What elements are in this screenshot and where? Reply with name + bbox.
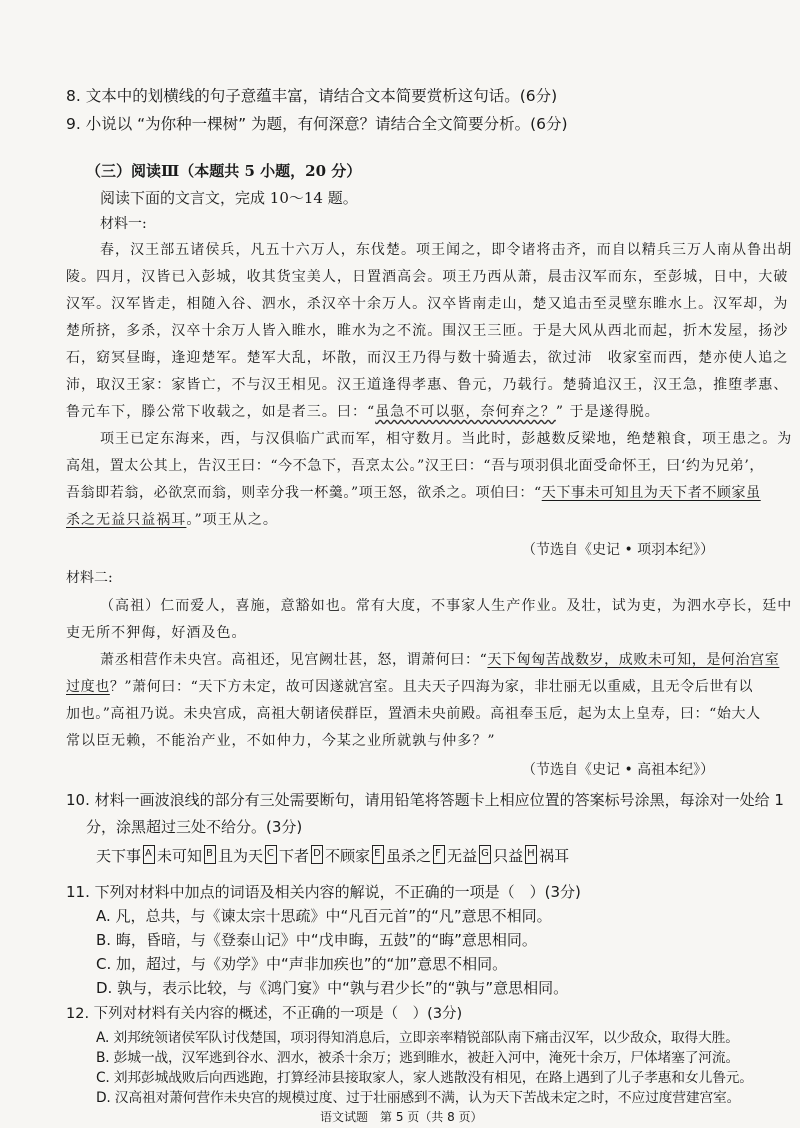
answer-box-b[interactable] [204,845,216,864]
answer-box-label: F [435,848,441,859]
answer-box-g[interactable] [479,845,491,864]
answer-box-label: D [313,848,321,859]
material-1-line [66,483,761,503]
material-1-source: （节选自《史记 • 项羽本纪》） [522,542,715,558]
underlined-passage: 过度也 [66,679,110,695]
segment: 虽杀之 [386,847,432,865]
answer-box-c[interactable] [265,845,277,864]
material-1-line [66,402,660,422]
answer-box-a[interactable] [143,845,155,864]
section-title: （三）阅读Ⅲ（本题共 5 小题，20 分） [86,162,362,180]
option-d[interactable]: D. 孰与，表示比较，与《鸿门宴》中“孰与君少长”的“孰与”意思相同。 [96,979,569,997]
text-span: 吾翁即若翁，必欲烹而翁，则幸分我一杯羹。”项王怒，欲杀之。项伯曰：“ [66,485,542,501]
option-a[interactable]: A. 刘邦统领诸侯军队讨伐楚国，项羽得知消息后，立即亲率精锐部队南下痛击汉军，以少敌众，取得大胜。 [96,1030,739,1046]
question-11: 11. 下列对材料中加点的词语及相关内容的解说，不正确的一项是（ ）(3分) [66,883,581,901]
question-9: 9. 小说以 “为你种一棵树” 为题，有何深意？请结合全文简要分析。(6分) [66,115,568,133]
page-footer: 语文试题 第 5 页（共 8 页） [320,1110,483,1124]
material-1-line: 沛，取汉王家：家皆亡，不与汉王相见。汉王道逢得孝惠、鲁元，乃载行。楚骑追汉王，汉王急，推堕孝惠、 [66,377,789,393]
text-span: ？”萧何曰：“天下方未定，故可因遂就宫室。且夫天子四海为家，非壮丽无以重威，且无令后世有以 [109,679,754,695]
segment: 不顾家 [325,847,371,865]
segment: 无益 [447,847,478,865]
segment: 只益 [493,847,524,865]
option-a[interactable]: A. 凡，总共，与《谏太宗十思疏》中“凡百元首”的“凡”意思不相同。 [96,907,552,925]
material-1-line: 楚所挤，多杀，汉卒十余万人皆入睢水，睢水为之不流。围汉王三匝。于是大风从西北而起，折木发屋，扬沙 [66,323,789,339]
segment: 天下事 [96,847,142,865]
underlined-passage: 天下事未可知且为天下者不顾家虽 [541,485,761,501]
answer-box-label: H [527,848,535,859]
segment: 下者 [279,847,310,865]
material-1-line: 陵。四月，汉皆已入彭城，收其货宝美人，日置酒高会。项王乃西从萧，晨击汉军而东，至彭城，日中，大破 [66,269,789,285]
material-1-line: 石，窈冥昼晦，逢迎楚军。楚军大乱，坏散，而汉王乃得与数十骑遁去，欲过沛 收家室而西，楚亦使人追之 [66,350,789,366]
segment: 祸耳 [539,847,570,865]
answer-box-label: G [481,848,489,859]
segment: 且为天 [218,847,264,865]
material-2-label: 材料二: [66,570,113,586]
material-1-line: 高俎，置太公其上，告汉王曰：“今不急下，吾烹太公。”汉王曰：“吾与项羽俱北面受命怀王，曰‘约为兄弟’， [66,458,764,474]
segment: 未可知 [157,847,203,865]
sentence-break-options [96,845,569,866]
answer-box-label: A [145,848,152,859]
material-1-line: 项王已定东海来，西，与汉俱临广武而军，相守数月。当此时，彭越数反梁地，绝楚粮食，项王患之。为 [100,431,793,447]
text-span: 。”项王从之。 [186,512,278,528]
material-1-line: 春，汉王部五诸侯兵，凡五十六万人，东伐楚。项王闻之，即令诸将击齐，而自以精兵三万人南从鲁出胡 [100,242,793,258]
option-b[interactable]: B. 彭城一战，汉军逃到谷水、泗水，被杀十余万；逃到睢水，被赶入河中，淹死十余万，尸体堵塞了河流。 [96,1050,740,1066]
question-8: 8. 文本中的划横线的句子意蕴丰富，请结合文本简要赏析这句话。(6分) [66,87,558,105]
answer-box-f[interactable] [433,845,445,864]
underlined-passage: 天下匈匈苦战数岁，成败未可知，是何治宫室 [487,652,780,668]
material-1-label: 材料一: [100,216,147,232]
question-10: 10. 材料一画波浪线的部分有三处需要断句，请用铅笔将答题卡上相应位置的答案标号涂黑，每涂对一处给 1 [66,791,784,809]
underlined-passage: 杀之无益只益祸耳 [66,512,187,528]
answer-box-label: C [267,848,275,859]
instruction: 阅读下面的文言文，完成 10～14 题。 [100,189,358,207]
answer-box-h[interactable] [525,845,537,864]
wavy-underlined-sentence: 虽急不可以驱，奈何弃之？ [375,404,556,420]
material-2-source: （节选自《史记 • 高祖本纪》） [522,762,715,778]
material-2-line: 常以臣无赖，不能治产业，不如仲力，今某之业所就孰与仲多？” [66,733,496,749]
text-span: 鲁元车下，滕公常下收载之，如是者三。曰：“ [66,404,376,420]
option-c[interactable]: C. 刘邦彭城战败后向西逃跑，打算经沛县接取家人，家人逃散没有相见，在路上遇到了儿子孝惠和女儿鲁元。 [96,1070,753,1086]
option-b[interactable]: B. 晦，昏暗，与《登泰山记》中“戊申晦，五鼓”的“晦”意思相同。 [96,931,537,949]
answer-box-label: B [206,848,213,859]
material-2-line [66,677,753,697]
material-2-line: （高祖）仁而爱人，喜施，意豁如也。常有大度，不事家人生产作业。及壮，试为吏，为泗水亭长，廷中 [100,598,793,614]
text-span: ” 于是遂得脱。 [555,404,660,420]
material-1-line: 汉军。汉军皆走，相随入谷、泗水，杀汉卒十余万人。汉卒皆南走山，楚又追击至灵壁东睢水上。汉军却，为 [66,296,789,312]
answer-box-e[interactable] [372,845,384,864]
material-2-line [100,650,779,670]
option-c[interactable]: C. 加，超过，与《劝学》中“声非加疾也”的“加”意思不相同。 [96,955,508,973]
option-d[interactable]: D. 汉高祖对萧何营作未央宫的规模过度、过于壮丽感到不满，认为天下苦战未定之时，不应过度营建宫室。 [96,1090,741,1106]
material-2-line: 加也。”高祖乃说。未央宫成，高祖大朝诸侯群臣，置酒未央前殿。高祖奉玉卮，起为太上皇寿，曰：“始大人 [66,706,761,722]
material-2-line: 吏无所不狎侮，好酒及色。 [66,625,247,641]
answer-box-d[interactable] [311,845,323,864]
material-1-line [66,510,278,530]
question-12: 12. 下列对材料有关内容的概述，不正确的一项是（ ）(3分) [66,1006,463,1022]
text-span: 萧丞相营作未央宫。高祖还，见宫阙壮甚，怒，谓萧何曰：“ [100,652,488,668]
question-10-continued: 分，涂黑超过三处不给分。(3分) [86,818,303,836]
answer-box-label: E [374,848,381,859]
